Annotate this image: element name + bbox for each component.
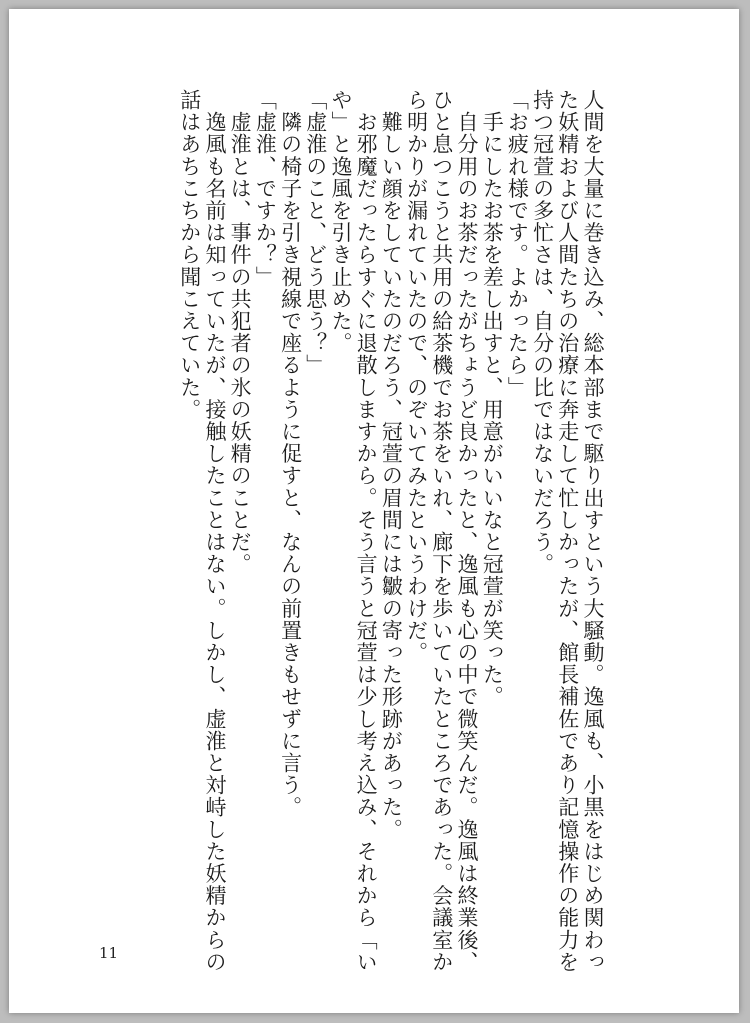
text-line: 難しい顔をしていたのだろう、冠萱の眉間には皺の寄った形跡があった。 <box>379 89 404 841</box>
text-line: 人間を大量に巻き込み、総本部まで駆り出すという大騒動。逸風も、小黒をはじめ関わっ <box>581 89 605 973</box>
text-line: 手にしたお茶を差し出すと、用意がいいなと冠萱が笑った。 <box>480 89 505 708</box>
text-line: 虚淮とは、事件の共犯者の氷の妖精のことだ。 <box>228 89 253 576</box>
text-line: ひと息つこうと共用の給茶機でお茶をいれ、廊下を歩いていたところであった。会議室か <box>429 89 454 973</box>
text-line: 自分用のお茶だったがちょうど良かったと、逸風も心の中で微笑んだ。逸風は終業後、 <box>454 89 479 973</box>
text-line: た妖精および人間たちの治療に奔走して忙しかったが、館長補佐であり記憶操作の能力を <box>555 89 580 973</box>
text-line: 「虚淮のこと、どう思う？」 <box>303 89 328 377</box>
text-line: 「お疲れ様です。よかったら」 <box>505 89 530 399</box>
text-line: ら明かりが漏れていたので、のぞいてみたというわけだ。 <box>404 89 429 664</box>
page-number: 11 <box>99 944 119 962</box>
text-line: お邪魔だったらすぐに退散しますから。そう言うと冠萱は少し考え込み、それから「い <box>354 89 379 973</box>
vertical-text-body <box>177 89 605 973</box>
text-line: や」と逸風を引き止めた。 <box>328 89 353 355</box>
text-line: 隣の椅子を引き視線で座るように促すと、なんの前置きもせずに言う。 <box>278 89 303 819</box>
text-line: 話はあちこちから聞こえていた。 <box>177 89 202 421</box>
book-page <box>9 9 739 1013</box>
text-line: 持つ冠萱の多忙さは、自分の比ではないだろう。 <box>530 89 555 576</box>
text-line: 逸風も名前は知っていたが、接触したことはない。しかし、虚淮と対峙した妖精からの <box>202 89 227 973</box>
text-line: 「虚淮、ですか？」 <box>253 89 278 288</box>
